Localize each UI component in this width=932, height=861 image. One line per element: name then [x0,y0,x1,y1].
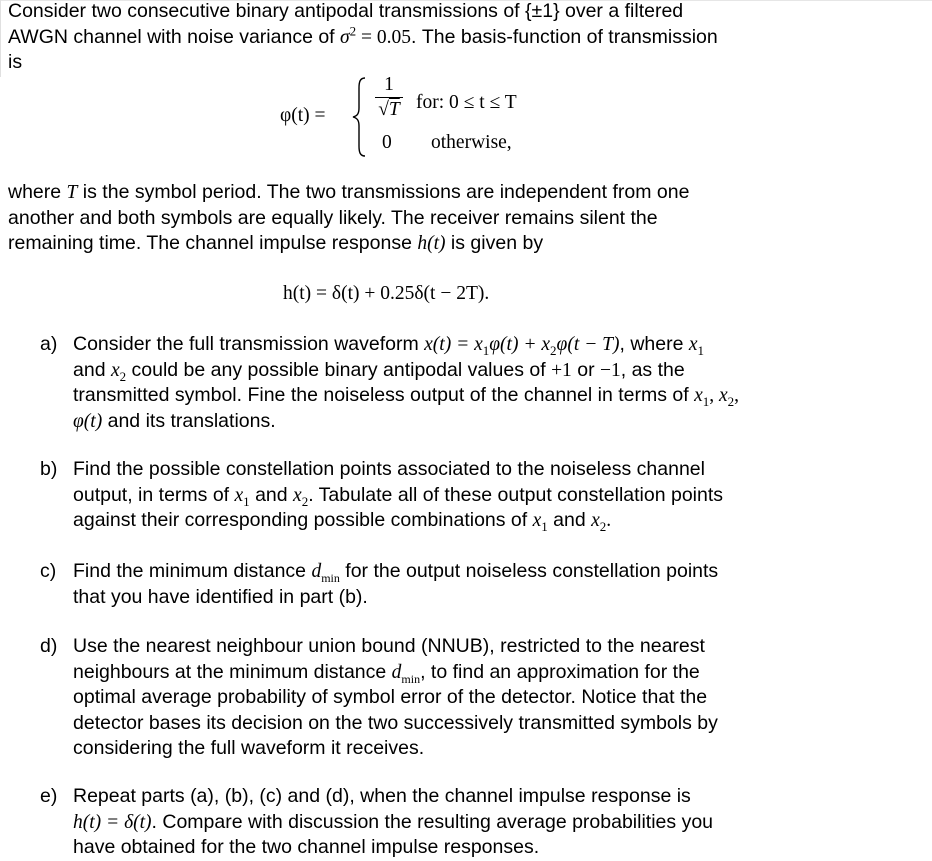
question-c-line-2 [73,585,718,611]
para2-line-2 [8,206,918,232]
intro-paragraph [8,0,918,76]
question-text: considering the full waveform it receives. [73,737,425,759]
subscript: min [401,671,421,686]
subscript: 2 [119,368,127,384]
math-expr: φ(t − T) [556,334,620,355]
question-a-line-2 [73,358,739,384]
fraction-denominator [372,98,406,122]
math-var: d [311,561,322,582]
question-text: or [571,358,600,381]
subscript: 2 [727,393,735,409]
question-text: Find the possible constellation points associated to the noiseless channel [73,458,705,480]
para-text: is given by [445,232,544,254]
math-var: x [110,359,120,381]
subscript: 2 [301,493,309,509]
subscript: 1 [702,393,710,409]
question-text: for the output noiseless constellation points [339,560,719,582]
para-text: is the symbol period. The two transmissions are independent from one [77,181,690,203]
question-text: against their corresponding possible combinations of [73,509,533,531]
subscript: 2 [550,342,557,358]
math-var: x [718,385,728,406]
math-expr: x(t) = x [424,334,483,355]
question-d-line-4 [73,711,718,737]
question-text: detector bases its decision on the two successively transmitted symbols by [73,711,718,734]
math-var: x [694,385,703,406]
description-paragraph [8,180,918,257]
question-text: transmitted symbol. Fine the noiseless output of the channel in terms of [73,384,695,406]
case-zero-value: 0 [382,132,392,153]
noise-variance-value: = 0.05 [356,26,412,48]
question-text: could be any possible binary antipodal values of [126,358,552,381]
math-value: −1 [600,359,621,381]
question-text: Consider the full transmission waveform [73,333,425,355]
subscript: 1 [243,493,250,509]
para2-line-3 [8,231,918,257]
question-label: b) [40,458,58,480]
channel-impulse-response-equation: h(t) = δ(t) + 0.25δ(t − 2T). [283,283,490,304]
question-text: Use the nearest neighbour union bound (NNUB), restricted to the nearest [73,635,705,657]
case-1-condition: for: 0 ≤ t ≤ T [416,92,517,113]
question-e-line-1 [73,784,713,810]
para-text: where [8,181,67,203]
question-label: e) [40,785,58,807]
subscript: 1 [482,342,490,358]
question-text: and [249,483,294,506]
question-text: and its translations. [102,409,276,432]
math-var: x [591,510,600,531]
question-e-line-2 [73,810,713,836]
question-d-text [73,634,718,762]
intro-text: AWGN channel with noise variance of [8,25,341,48]
question-text: and [547,509,592,531]
intro-text: . The basis-function of transmission [411,25,718,48]
subscript: 2 [599,518,607,534]
math-var: x [688,334,698,355]
question-label: d) [40,635,58,657]
subscript: 1 [697,342,705,358]
superscript: 2 [349,23,357,38]
basis-function-lhs: φ(t) = [280,105,326,126]
question-text: Find the minimum distance [73,560,312,582]
question-b-line-3 [73,508,723,534]
question-c-text [73,559,718,610]
question-d-line-1 [73,634,718,660]
intro-text: is [8,51,23,73]
left-brace [351,76,369,158]
math-expr: φ(t) + x [489,334,551,355]
subscript: min [321,570,340,585]
question-text: , as the [620,358,685,381]
question-text: that you have identified in part (b). [73,585,368,608]
math-expr: h(t) = δ(t) [73,811,152,833]
math-var: x [293,484,302,506]
question-text: and [73,358,111,381]
question-text: have obtained for the two channel impulse responses. [73,836,540,858]
math-expr: φ(t) [73,410,103,432]
question-text: . Compare with discussion the resulting average probabilities you [151,810,714,833]
fraction-numerator: 1 [384,74,394,95]
math-punct: , [709,385,719,406]
question-e-line-3 [73,835,713,861]
question-e-text [73,784,713,861]
impulse-response-symbol: h(t) [417,233,446,254]
question-d-line-5 [73,736,718,762]
math-punct: , [734,385,740,406]
subscript: 1 [541,518,548,534]
math-var: x [532,510,542,531]
question-b-line-1 [73,457,723,483]
question-a-line-3 [73,383,739,409]
sqrt-symbol: √ [378,99,389,121]
question-text: , where [619,333,689,355]
basis-function-equation [280,72,560,162]
sqrt-argument: T [388,99,400,121]
para2-line-1 [8,180,918,206]
question-a-line-1 [73,332,739,358]
para-text: another and both symbols are equally likely. The receiver remains silent the [8,206,658,229]
case-2-condition: otherwise, [431,132,512,153]
para-text: remaining time. The channel impulse response [8,232,418,254]
question-text: output, in terms of [73,483,235,506]
question-text: . Tabulate all of these output constellation points [308,483,724,506]
intro-text: Consider two consecutive binary antipodal transmissions of {±1} over a filtered [8,0,684,22]
math-var: d [391,661,402,683]
question-d-line-3 [73,685,718,711]
fraction-one-over-sqrt-t [372,74,406,122]
sigma-symbol: σ [340,26,350,48]
math-punct: . [606,510,612,531]
question-b-line-2 [73,483,723,509]
question-text: Repeat parts (a), (b), (c) and (d), when the channel impulse response is [73,785,691,807]
question-d-line-2 [73,660,718,686]
question-a-text [73,332,739,434]
symbol-period-variable: T [66,182,78,203]
question-c-line-1 [73,559,718,585]
question-b-text [73,457,723,534]
question-label: c) [40,560,57,582]
question-text: optimal average probability of symbol error of the detector. Notice that the [73,686,708,708]
left-border-line [0,0,1,77]
math-var: x [234,484,244,506]
intro-line-1 [8,0,918,25]
math-value: +1 [551,359,572,381]
question-a-line-4 [73,409,739,435]
question-label: a) [40,333,58,355]
question-text: neighbours at the minimum distance [73,660,392,683]
question-text: , to find an approximation for the [420,660,700,683]
intro-line-2 [8,25,918,51]
